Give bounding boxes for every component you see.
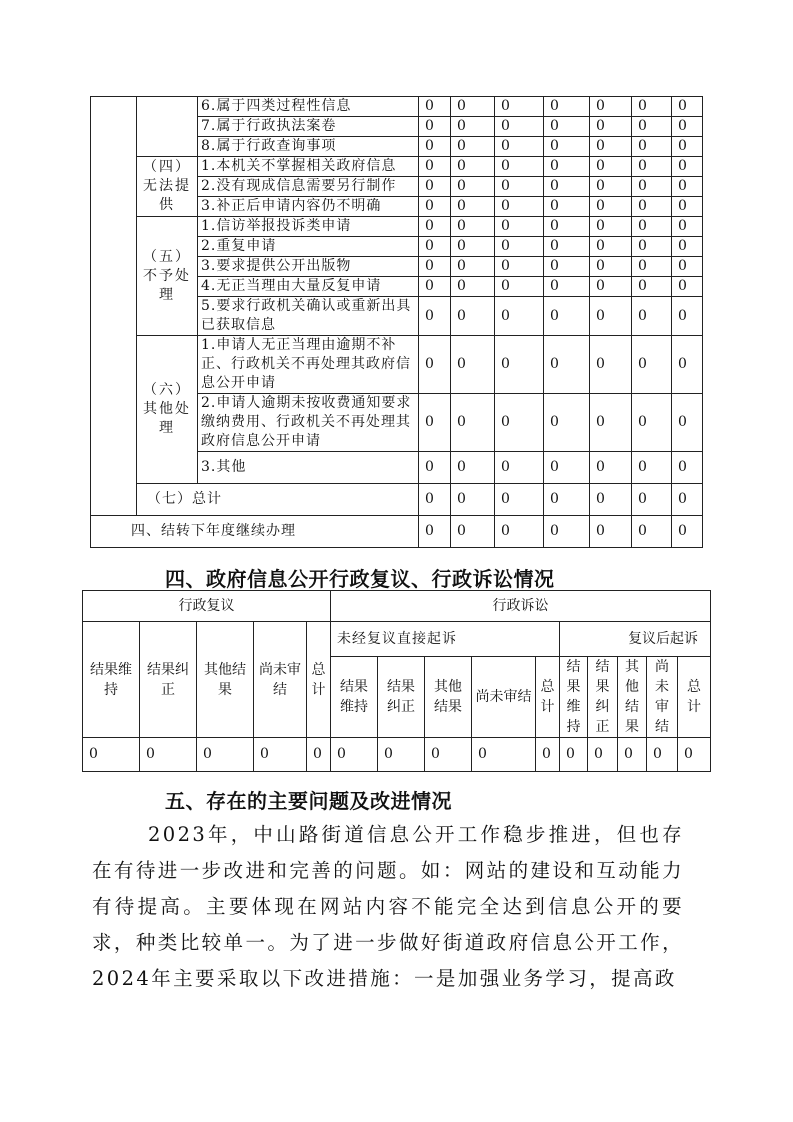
value-cell: 0 <box>419 277 451 297</box>
value-cell: 0 <box>495 297 544 336</box>
value-cell: 0 <box>544 197 590 217</box>
value-cell: 0 <box>590 237 632 257</box>
after-total-header: 总计 <box>678 657 711 738</box>
value-cell: 0 <box>544 97 590 117</box>
value-cell: 0 <box>419 257 451 277</box>
row-item-label: 3.要求提供公开出版物 <box>198 257 419 277</box>
value-cell: 0 <box>672 97 703 117</box>
row-item-label: 1.本机关不掌握相关政府信息 <box>198 157 419 177</box>
value-cell: 0 <box>632 217 672 237</box>
value-cell: 0 <box>544 297 590 336</box>
row-item-label: 3.其他 <box>198 452 419 484</box>
table-row <box>91 97 703 117</box>
value-cell: 0 <box>495 336 544 394</box>
value-cell: 0 <box>632 177 672 197</box>
admin-review-header: 行政复议 <box>83 591 331 622</box>
value-cell: 0 <box>590 394 632 452</box>
value-cell: 0 <box>590 157 632 177</box>
value-cell: 0 <box>672 137 703 157</box>
category-continued <box>137 97 198 157</box>
value-cell: 0 <box>672 117 703 137</box>
value-cell: 0 <box>495 217 544 237</box>
category-unable-provide: （四）无法提供 <box>137 157 198 217</box>
value-cell: 0 <box>632 297 672 336</box>
review-pending-header: 尚未审结 <box>254 622 307 738</box>
review-litigation-value-cell: 0 <box>425 738 472 772</box>
value-cell: 0 <box>419 452 451 484</box>
admin-litigation-header: 行政诉讼 <box>331 591 711 622</box>
total-label: （七）总计 <box>137 484 419 516</box>
total-value-cell: 0 <box>632 484 672 516</box>
value-cell: 0 <box>544 157 590 177</box>
value-cell: 0 <box>495 237 544 257</box>
value-cell: 0 <box>451 297 495 336</box>
row-item-label: 2.申请人逾期未按收费通知要求缴纳费用、行政机关不再处理其政府信息公开申请 <box>198 394 419 452</box>
value-cell: 0 <box>632 117 672 137</box>
value-cell: 0 <box>632 336 672 394</box>
value-cell: 0 <box>590 177 632 197</box>
row-item-label: 2.重复申请 <box>198 237 419 257</box>
value-cell: 0 <box>451 394 495 452</box>
direct-pending-header: 尚未审结 <box>472 657 536 738</box>
review-litigation-value-cell: 0 <box>647 738 678 772</box>
carry-over-value-cell: 0 <box>419 516 451 548</box>
value-cell: 0 <box>590 452 632 484</box>
total-value-cell: 0 <box>451 484 495 516</box>
value-cell: 0 <box>672 237 703 257</box>
value-cell: 0 <box>544 177 590 197</box>
table-row <box>91 336 703 394</box>
value-cell: 0 <box>672 217 703 237</box>
value-cell: 0 <box>672 336 703 394</box>
value-cell: 0 <box>672 157 703 177</box>
review-litigation-value-cell: 0 <box>331 738 378 772</box>
total-value-cell: 0 <box>672 484 703 516</box>
value-cell: 0 <box>590 257 632 277</box>
review-litigation-value-cell: 0 <box>588 738 618 772</box>
value-cell: 0 <box>451 237 495 257</box>
table-row <box>91 217 703 237</box>
value-cell: 0 <box>495 197 544 217</box>
review-other-header: 其他结果 <box>197 622 254 738</box>
review-total-header: 总计 <box>307 622 331 738</box>
value-cell: 0 <box>495 97 544 117</box>
total-value-cell: 0 <box>495 484 544 516</box>
value-cell: 0 <box>544 137 590 157</box>
review-litigation-value-cell: 0 <box>678 738 711 772</box>
value-cell: 0 <box>544 452 590 484</box>
value-cell: 0 <box>632 157 672 177</box>
value-cell: 0 <box>451 117 495 137</box>
value-cell: 0 <box>590 197 632 217</box>
after-pending-header: 尚未审结 <box>647 657 678 738</box>
review-litigation-value-cell: 0 <box>618 738 647 772</box>
value-cell: 0 <box>451 157 495 177</box>
review-litigation-value-cell: 0 <box>254 738 307 772</box>
value-cell: 0 <box>495 157 544 177</box>
value-cell: 0 <box>419 336 451 394</box>
category-other-processing: （六）其他处理 <box>137 336 198 484</box>
review-maintained-header: 结果维持 <box>83 622 140 738</box>
carry-over-value-cell: 0 <box>590 516 632 548</box>
disposal-results-table <box>90 96 703 548</box>
total-value-cell: 0 <box>590 484 632 516</box>
value-cell: 0 <box>672 394 703 452</box>
value-cell: 0 <box>632 277 672 297</box>
value-cell: 0 <box>632 197 672 217</box>
row-item-label: 3.补正后申请内容仍不明确 <box>198 197 419 217</box>
after-other-header: 其他结果 <box>618 657 647 738</box>
direct-other-header: 其他结果 <box>425 657 472 738</box>
carry-over-label: 四、结转下年度继续办理 <box>91 516 419 548</box>
after-review-litigation-header: 复议后起诉 <box>560 622 711 657</box>
table-row <box>91 157 703 177</box>
value-cell: 0 <box>632 97 672 117</box>
review-litigation-value-cell: 0 <box>472 738 536 772</box>
value-cell: 0 <box>544 336 590 394</box>
row-item-label: 1.信访举报投诉类申请 <box>198 217 419 237</box>
value-cell: 0 <box>495 177 544 197</box>
value-cell: 0 <box>544 277 590 297</box>
value-cell: 0 <box>544 257 590 277</box>
review-litigation-value-cell: 0 <box>83 738 140 772</box>
review-litigation-value-cell: 0 <box>307 738 331 772</box>
value-cell: 0 <box>419 394 451 452</box>
value-cell: 0 <box>632 452 672 484</box>
after-corrected-header: 结果纠正 <box>588 657 618 738</box>
value-cell: 0 <box>672 197 703 217</box>
review-litigation-value-cell: 0 <box>378 738 425 772</box>
value-cell: 0 <box>451 217 495 237</box>
section-5-title: 五、存在的主要问题及改进情况 <box>165 789 452 813</box>
value-cell: 0 <box>590 117 632 137</box>
value-cell: 0 <box>495 452 544 484</box>
review-litigation-value-cell: 0 <box>536 738 560 772</box>
value-cell: 0 <box>451 197 495 217</box>
value-cell: 0 <box>544 237 590 257</box>
review-litigation-table <box>82 590 711 772</box>
carry-over-value-cell: 0 <box>495 516 544 548</box>
row-item-label: 7.属于行政执法案卷 <box>198 117 419 137</box>
value-cell: 0 <box>590 297 632 336</box>
value-cell: 0 <box>451 137 495 157</box>
total-row <box>91 484 703 516</box>
value-cell: 0 <box>419 137 451 157</box>
row-item-label: 6.属于四类过程性信息 <box>198 97 419 117</box>
value-cell: 0 <box>632 237 672 257</box>
value-cell: 0 <box>632 394 672 452</box>
total-value-cell: 0 <box>544 484 590 516</box>
total-value-cell: 0 <box>419 484 451 516</box>
value-cell: 0 <box>495 257 544 277</box>
direct-total-header: 总计 <box>536 657 560 738</box>
value-cell: 0 <box>672 297 703 336</box>
value-cell: 0 <box>419 197 451 217</box>
value-cell: 0 <box>672 452 703 484</box>
carry-over-value-cell: 0 <box>672 516 703 548</box>
value-cell: 0 <box>632 137 672 157</box>
review-litigation-value-cell: 0 <box>140 738 197 772</box>
value-cell: 0 <box>495 117 544 137</box>
section-4-title: 四、政府信息公开行政复议、行政诉讼情况 <box>165 567 555 591</box>
value-cell: 0 <box>451 277 495 297</box>
value-cell: 0 <box>419 157 451 177</box>
review-litigation-value-cell: 0 <box>197 738 254 772</box>
value-cell: 0 <box>419 297 451 336</box>
value-cell: 0 <box>451 336 495 394</box>
carry-over-value-cell: 0 <box>544 516 590 548</box>
value-cell: 0 <box>590 217 632 237</box>
carry-over-value-cell: 0 <box>451 516 495 548</box>
value-cell: 0 <box>419 117 451 137</box>
direct-litigation-header: 未经复议直接起诉 <box>331 622 560 657</box>
row-item-label: 4.无正当理由大量反复申请 <box>198 277 419 297</box>
row-item-label: 5.要求行政机关确认或重新出具已获取信息 <box>198 297 419 336</box>
value-cell: 0 <box>672 177 703 197</box>
direct-corrected-header: 结果纠正 <box>378 657 425 738</box>
row-item-label: 8.属于行政查询事项 <box>198 137 419 157</box>
value-cell: 0 <box>495 394 544 452</box>
review-litigation-value-cell: 0 <box>560 738 588 772</box>
value-cell: 0 <box>495 137 544 157</box>
value-cell: 0 <box>672 257 703 277</box>
review-corrected-header: 结果纠正 <box>140 622 197 738</box>
value-cell: 0 <box>451 177 495 197</box>
category-not-processed: （五）不予处理 <box>137 217 198 336</box>
value-cell: 0 <box>672 277 703 297</box>
value-cell: 0 <box>451 257 495 277</box>
row-item-label: 1.申请人无正当理由逾期不补正、行政机关不再处理其政府信息公开申请 <box>198 336 419 394</box>
value-cell: 0 <box>419 217 451 237</box>
value-cell: 0 <box>544 117 590 137</box>
value-cell: 0 <box>495 277 544 297</box>
value-cell: 0 <box>590 137 632 157</box>
value-cell: 0 <box>590 97 632 117</box>
after-maintained-header: 结果维持 <box>560 657 588 738</box>
value-cell: 0 <box>590 336 632 394</box>
improvement-paragraph <box>92 817 684 997</box>
value-cell: 0 <box>451 97 495 117</box>
value-cell: 0 <box>419 237 451 257</box>
row-item-label: 2.没有现成信息需要另行制作 <box>198 177 419 197</box>
improvement-paragraph-text: 2023年，中山路街道信息公开工作稳步推进，但也存在有待进一步改进和完善的问题。如：网站的建设和互动能力有待提高。主要体现在网站内容不能完全达到信息公开的要求，种类比较单一。为了进一步做好街道政府信息公开工作，2024年主要采取以下改进措施：一是加强业务学习，提高政 <box>92 823 684 990</box>
value-cell: 0 <box>632 257 672 277</box>
value-cell: 0 <box>544 217 590 237</box>
carry-over-row <box>91 516 703 548</box>
value-cell: 0 <box>419 177 451 197</box>
value-cell: 0 <box>451 452 495 484</box>
value-cell: 0 <box>544 394 590 452</box>
value-cell: 0 <box>419 97 451 117</box>
direct-maintained-header: 结果维持 <box>331 657 378 738</box>
carry-over-value-cell: 0 <box>632 516 672 548</box>
value-cell: 0 <box>590 277 632 297</box>
outer-category-cell <box>91 97 137 516</box>
